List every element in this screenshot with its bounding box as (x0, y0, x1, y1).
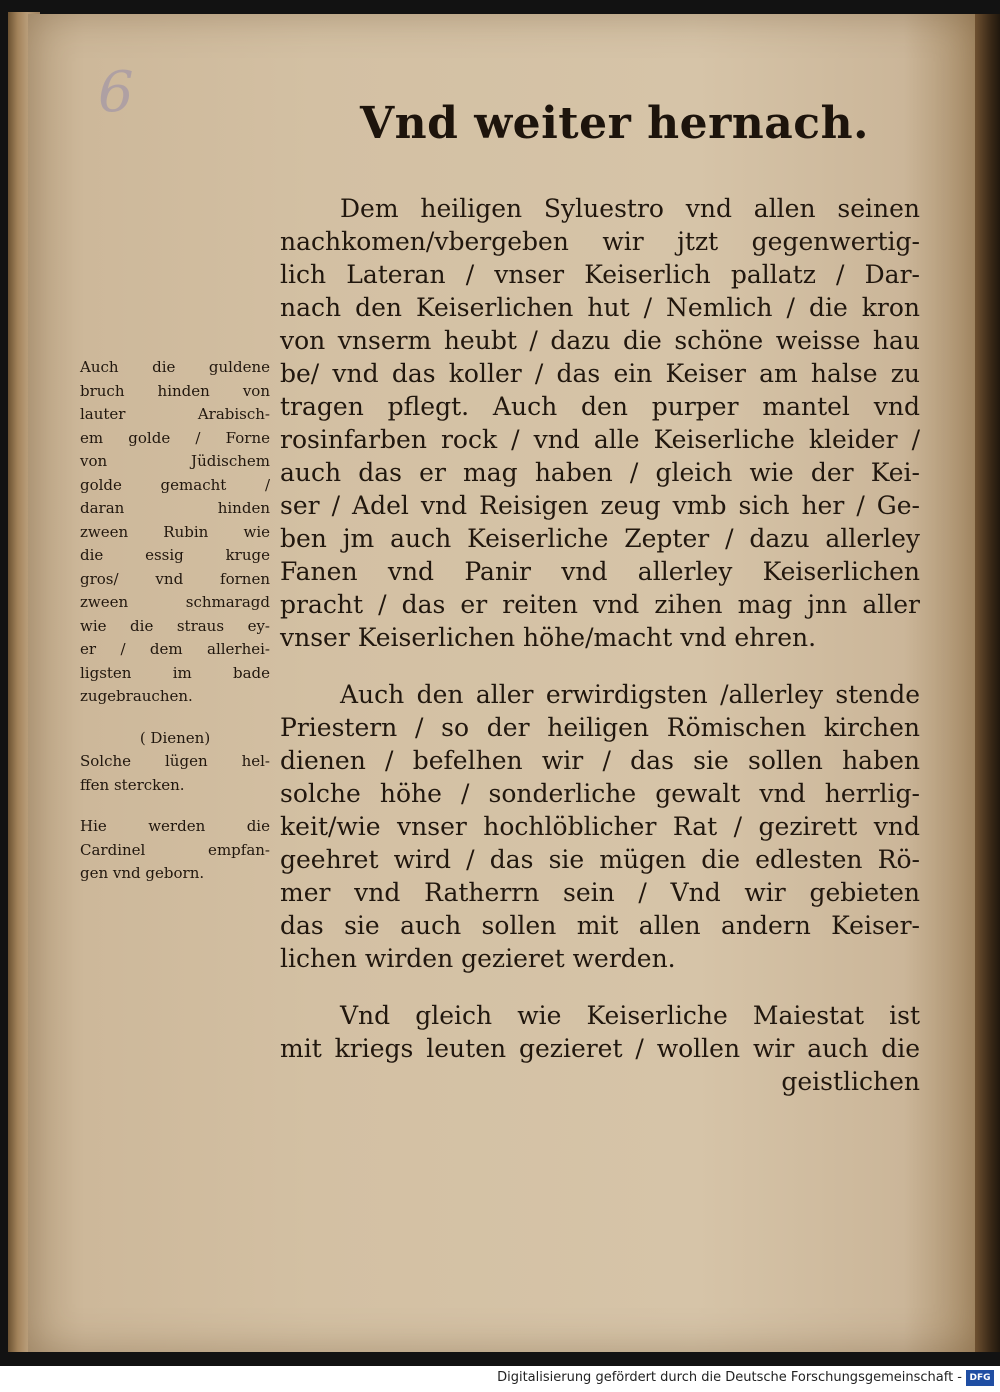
text-line: dienen / befelhen wir / das sie sollen haben (280, 746, 920, 775)
text-line: auch das er mag haben / gleich wie der Kei- (280, 458, 920, 487)
text-line: Auch den aller erwirdigsten /allerley stende (340, 680, 920, 709)
paragraph-gap (280, 975, 920, 999)
text-line: be/ vnd das koller / das ein Keiser am halse zu (280, 359, 920, 388)
text-line: ben jm auch Keiserliche Zepter / dazu allerley (280, 524, 920, 553)
margin-note-1 (80, 356, 270, 709)
folio-number: 6 (98, 60, 134, 125)
text-line: lichen wirden gezieret werden. (280, 944, 676, 973)
margin-line: Hie werden die (80, 817, 270, 835)
text-line: mit kriegs leuten gezieret / wollen wir auch die (280, 1034, 920, 1063)
text-line: Priestern / so der heiligen Römischen kirchen (280, 713, 920, 742)
text-line: pracht / das er reiten vnd zihen mag jnn aller (280, 590, 920, 619)
text-line: mer vnd Ratherrn sein / Vnd wir gebieten (280, 878, 920, 907)
margin-line: ( Dienen) (139, 728, 211, 747)
text-line: ser / Adel vnd Reisigen zeug vmb sich her / Ge- (280, 491, 920, 520)
page-heading: Vnd weiter hernach. (360, 98, 869, 149)
margin-line: zween Rubin wie (80, 522, 270, 541)
margin-line: ligsten im bade (80, 663, 270, 682)
catchword: geistlichen (781, 1067, 920, 1096)
text-line: von vnserm heubt / dazu die schöne weisse hau (280, 326, 920, 355)
text-line: keit/wie vnser hochlöblicher Rat / gezirett vnd (280, 812, 920, 841)
text-line: Dem heiligen Syluestro vnd allen seinen (340, 194, 920, 223)
margin-line: ffen stercken. (80, 775, 185, 794)
margin-line: Solche lügen hel- (80, 752, 270, 770)
text-line: tragen pflegt. Auch den purper mantel vnd (280, 392, 920, 421)
text-line: rosinfarben rock / vnd alle Keiserliche kleider / (280, 425, 920, 454)
text-line: Fanen vnd Panir vnd allerley Keiserlichen (280, 557, 920, 586)
margin-line: von Jüdischem (80, 452, 270, 470)
margin-notes (80, 356, 270, 886)
digitization-credit: Digitalisierung gefördert durch die Deutsche Forschungsgemeinschaft - (497, 1370, 962, 1385)
text-line: solche höhe / sonderliche gewalt vnd herrlig- (280, 779, 920, 808)
margin-line: Auch die guldene (80, 358, 270, 376)
paragraph-3 (280, 999, 920, 1098)
note-gap (80, 709, 270, 727)
margin-line: golde gemacht / (80, 475, 270, 494)
paragraph-1 (280, 192, 920, 654)
margin-line: gros/ vnd fornen (80, 569, 270, 588)
main-text-block (280, 192, 920, 1098)
margin-line: er / dem allerhei- (80, 640, 270, 658)
note-gap (80, 797, 270, 815)
text-line: Vnd gleich wie Keiserliche Maiestat ist (340, 1001, 920, 1030)
page-gutter-right (975, 14, 1000, 1352)
margin-line: bruch hinden von (80, 381, 270, 400)
paragraph-gap (280, 654, 920, 678)
text-line: nach den Keiserlichen hut / Nemlich / die kron (280, 293, 920, 322)
paragraph-2 (280, 678, 920, 975)
text-line: lich Lateran / vnser Keiserlich pallatz / Dar- (280, 260, 920, 289)
margin-line: zugebrauchen. (80, 687, 193, 705)
digitization-footer (0, 1366, 1000, 1392)
margin-line: daran hinden (80, 499, 270, 517)
text-line: vnser Keiserlichen höhe/macht vnd ehren. (280, 623, 817, 652)
text-line: geehret wird / das sie mügen die edlesten Rö- (280, 845, 920, 874)
margin-line: em golde / Forne (80, 428, 270, 447)
margin-line: gen vnd geborn. (80, 864, 205, 882)
margin-line: wie die straus ey- (80, 616, 270, 635)
margin-line: lauter Arabisch- (80, 405, 270, 423)
text-line: das sie auch sollen mit allen andern Keiser- (280, 911, 920, 940)
margin-note-2 (80, 727, 270, 798)
margin-line: Cardinel empfan- (80, 840, 270, 859)
dfg-logo-icon: DFG (966, 1370, 994, 1386)
margin-note-3 (80, 815, 270, 886)
text-line: nachkomen/vbergeben wir jtzt gegenwertig- (280, 227, 920, 256)
margin-line: zween schmaragd (80, 593, 270, 611)
margin-line: die essig kruge (80, 546, 270, 564)
